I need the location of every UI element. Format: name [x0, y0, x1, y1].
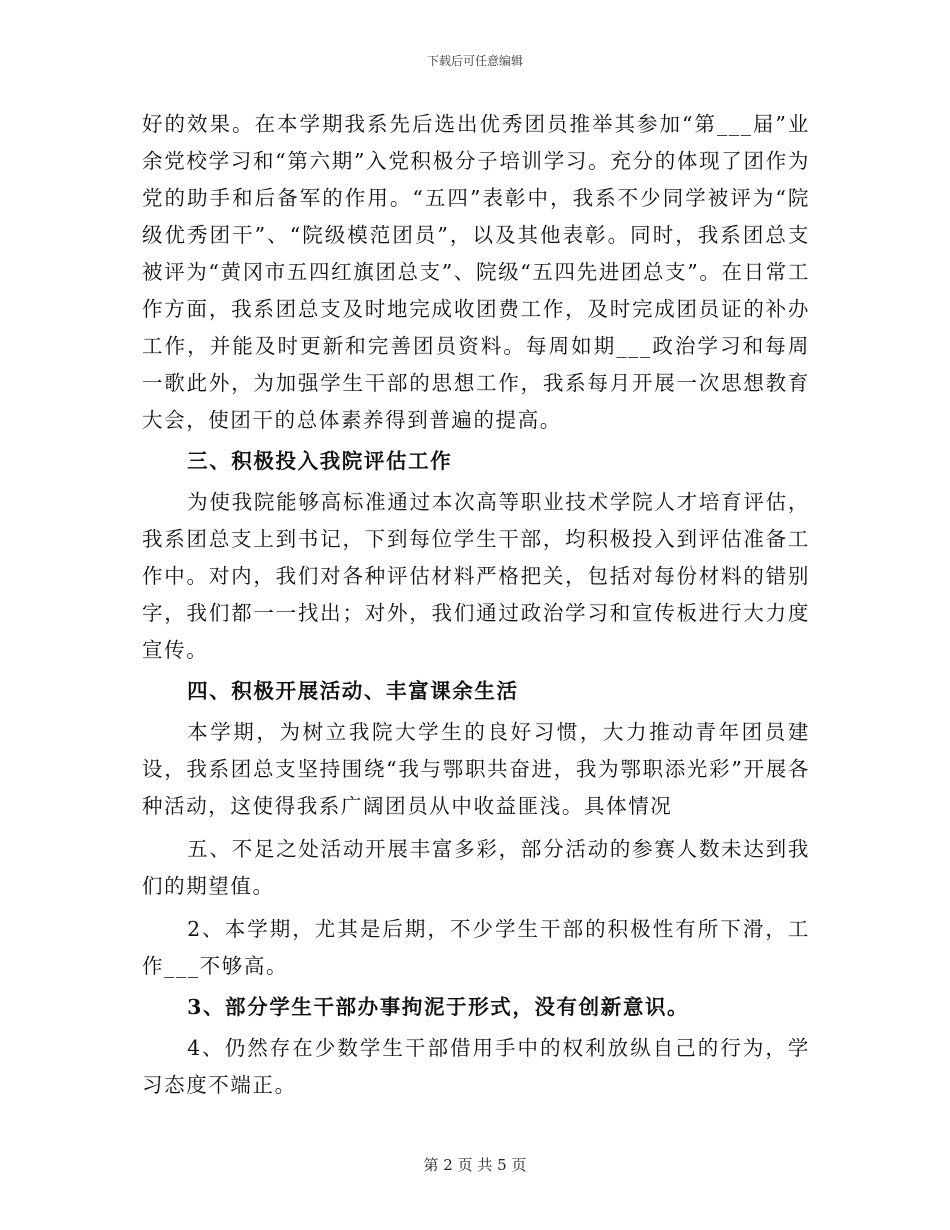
section-heading-3: 三、积极投入我院评估工作	[187, 449, 453, 473]
document-body	[142, 106, 810, 1104]
paragraph-activities: 本学期，为树立我院大学生的良好习惯，大力推动青年团员建设，我系团总支坚持围绕“我与鄂职共奋进，我为鄂职添光彩”开展各种活动，这使得我系广阔团员从中收益匪浅。具体情况	[142, 720, 810, 818]
bold-item-3: 3、部分学生干部办事拘泥于形式，没有创新意识。	[187, 995, 690, 1019]
paragraph-item-2: 2、本学期，尤其是后期，不少学生干部的积极性有所下滑，工作___不够高。	[142, 917, 810, 978]
section-heading-4: 四、积极开展活动、丰富课余生活	[187, 679, 519, 703]
paragraph-shortcomings: 五、不足之处活动开展丰富多彩，部分活动的参赛人数未达到我们的期望值。	[142, 837, 810, 898]
paragraph-continued: 好的效果。在本学期我系先后选出优秀团员推举其参加“第___届”业余党校学习和“第六期”入党积极分子培训学习。充分的体现了团作为党的助手和后备军的作用。“五四”表彰中，我系不少同学被评为“院级优秀团干”、“院级模范团员”，以及其他表彰。同时，我系团总支被评为“黄冈市五四红旗团总支”、院级“五四先进团总支”。在日常工作方面，我系团总支及时地完成收团费工作，及时完成团员证的补办工作，并能及时更新和完善团员资料。每周如期___政治学习和每周一歌此外，为加强学生干部的思想工作，我系每月开展一次思想教育大会，使团干的总体素养得到普遍的提高。	[142, 112, 810, 432]
page-header: 下载后可任意编辑	[426, 54, 523, 68]
paragraph-evaluation: 为使我院能够高标准通过本次高等职业技术学院人才培育评估，我系团总支上到书记，下到每位学生干部，均积极投入到评估准备工作中。对内，我们对各种评估材料严格把关，包括对每份材料的错别字，我们都一一找出；对外，我们通过政治学习和宣传板进行大力度宣传。	[142, 490, 810, 662]
page-footer: 第 2 页 共 5 页	[423, 1156, 527, 1174]
paragraph-item-4: 4、仍然存在少数学生干部借用手中的权利放纵自己的行为，学习态度不端正。	[142, 1036, 810, 1097]
